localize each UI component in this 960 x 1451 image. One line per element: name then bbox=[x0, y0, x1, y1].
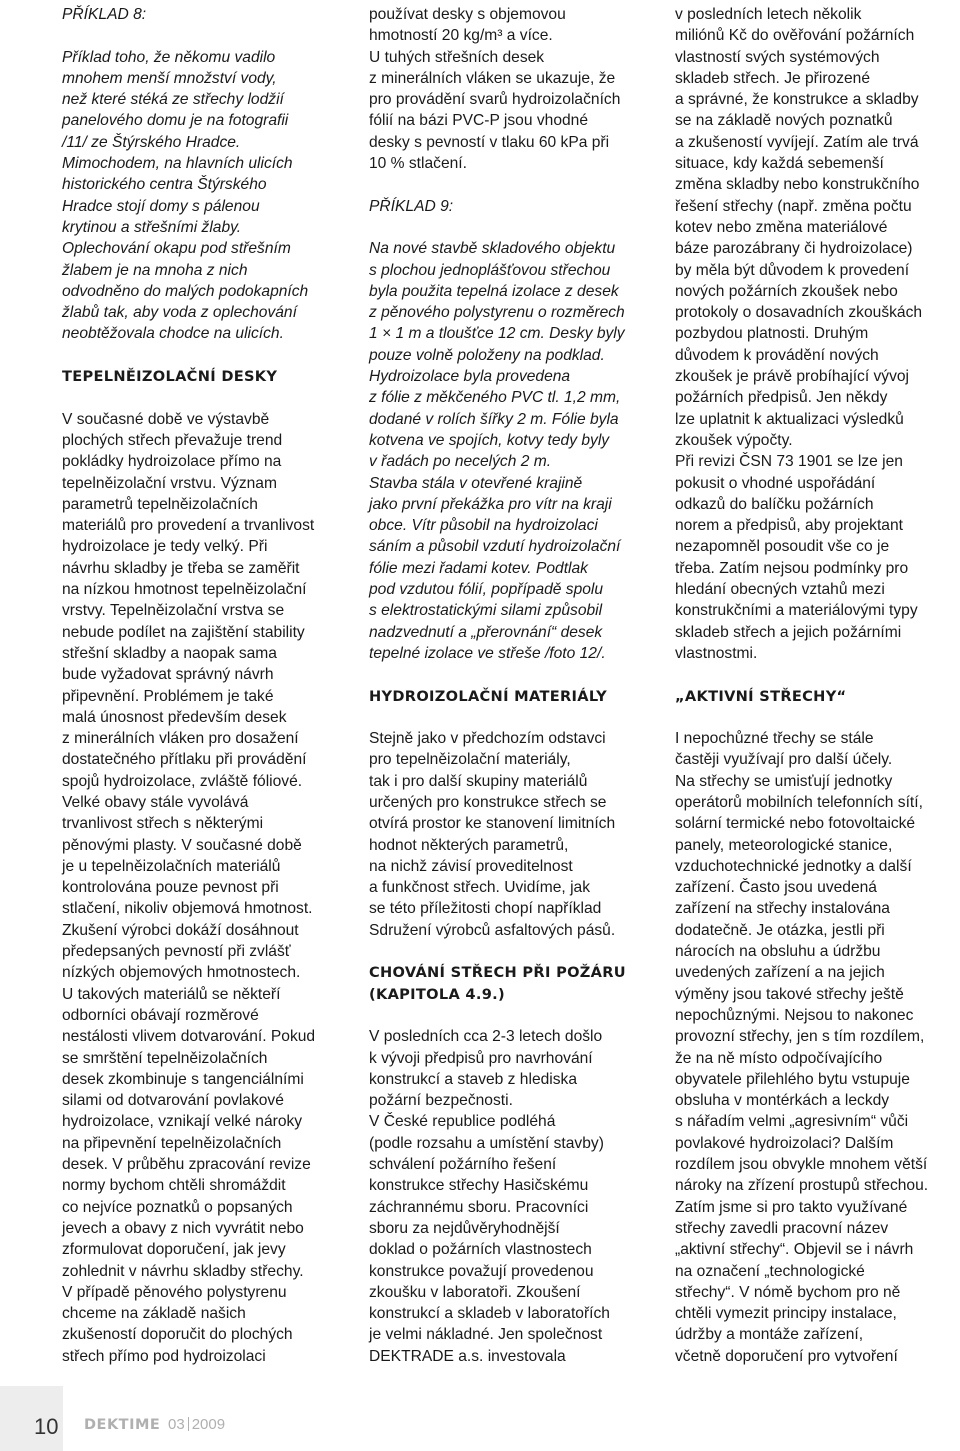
text-line: vlastnostmi. bbox=[675, 644, 758, 662]
body-paragraph bbox=[369, 4, 651, 174]
text-line: se této příležitosti chopí například bbox=[369, 900, 602, 918]
text-line: z pěnového polystyrenu o rozměrech bbox=[369, 304, 625, 322]
text-line: Stejně jako v předchozím odstavci bbox=[369, 730, 606, 748]
section-heading bbox=[62, 366, 344, 387]
text-line: miliónů Kč do ověřování požárních bbox=[675, 27, 915, 45]
text-line: zařízení. Často jsou uvedená bbox=[675, 879, 877, 897]
text-line: záchrannému sboru. Pracovníci bbox=[369, 1198, 589, 1216]
text-line: solární termické nebo fotovoltaické bbox=[675, 815, 916, 833]
text-line: Velké obavy stále vyvolává bbox=[62, 793, 249, 811]
text-line: uvedených zařízení a na jejich bbox=[675, 964, 885, 982]
text-line: s plochou jednoplášťovou střechou bbox=[369, 261, 611, 279]
text-line: častěji využívají pro další účely. bbox=[675, 751, 893, 769]
text-line: a správné, že konstrukce a skladby bbox=[675, 91, 919, 109]
text-line: údržby a montáže zařízení, bbox=[675, 1326, 864, 1344]
text-column-3 bbox=[675, 4, 957, 1367]
text-line: „aktivní střechy“. Objevil se i návrh bbox=[675, 1241, 914, 1259]
text-line: PŘÍKLAD 9: bbox=[369, 197, 454, 215]
text-line: desek. V průběhu zpracování revize bbox=[62, 1156, 311, 1174]
text-line: nestálosti vlivem dotvarování. Pokud bbox=[62, 1028, 316, 1046]
text-line: povlakové hydroizolaci? Dalším bbox=[675, 1134, 894, 1152]
text-line: desky s pevností v tlaku 60 kPa při bbox=[369, 133, 610, 151]
text-line: stlačení, nikoliv objemová hmotnost. bbox=[62, 900, 313, 918]
section-heading bbox=[675, 686, 957, 707]
text-line: vrstvy. Tepelněizolační vrstva se bbox=[62, 602, 285, 620]
text-line: pokládky hydroizolace přímo na bbox=[62, 453, 282, 471]
page-number: 10 bbox=[34, 1414, 59, 1439]
text-line: včetně doporučení pro vytvoření bbox=[675, 1347, 898, 1365]
paragraph-gap bbox=[369, 664, 651, 685]
text-line: /11/ ze Štýrského Hradce. bbox=[62, 133, 241, 151]
text-line: jako první překážka pro vítr na kraji bbox=[369, 495, 612, 513]
text-line: obyvatele přilehlého bytu vstupuje bbox=[675, 1070, 910, 1088]
text-line: požární bezpečnosti. bbox=[369, 1092, 513, 1110]
text-line: zkoušku v laboratoři. Zkoušení bbox=[369, 1283, 581, 1301]
text-line: s nářadím velmi „agresivním“ vůči bbox=[675, 1113, 909, 1131]
text-line: se smrštění tepelněizolačních bbox=[62, 1049, 268, 1067]
text-line: trvanlivost střech s některými bbox=[62, 815, 264, 833]
body-paragraph bbox=[369, 728, 651, 941]
text-line: Stavba stála v otevřené krajině bbox=[369, 474, 583, 492]
text-line: odvodněno do malých podokapních bbox=[62, 282, 309, 300]
text-line: nízkých objemových hmotnostech. bbox=[62, 964, 301, 982]
text-line: používat desky s objemovou bbox=[369, 6, 566, 23]
text-line: řešení střechy (např. změna počtu bbox=[675, 197, 912, 215]
text-line: nezapomněl posoudit vše co je bbox=[675, 538, 890, 556]
text-line: určených pro konstrukce střech se bbox=[369, 793, 607, 811]
text-line: materiálů pro provedení a trvanlivost bbox=[62, 517, 315, 535]
body-paragraph bbox=[62, 409, 344, 1367]
text-line: nebude podílet na zajištění stability bbox=[62, 623, 305, 641]
issue-year: 2009 bbox=[191, 1416, 226, 1433]
text-line: vzduchotechnické jednotky a další bbox=[675, 857, 912, 875]
body-paragraph bbox=[675, 4, 957, 664]
text-line: hodnot některých parametrů, bbox=[369, 836, 569, 854]
example-paragraph bbox=[62, 47, 344, 345]
paragraph-gap bbox=[675, 707, 957, 728]
text-line: otvírá prostor ke stanovení limitních bbox=[369, 815, 616, 833]
paragraph-gap bbox=[675, 664, 957, 685]
page-number-box bbox=[0, 1386, 63, 1451]
paragraph-gap bbox=[369, 707, 651, 728]
text-line: malá únosnost především desek bbox=[62, 708, 287, 726]
text-line: chtěli vymezit principy instalace, bbox=[675, 1305, 897, 1323]
text-line: co nejvíce poznatků o popsaných bbox=[62, 1198, 293, 1216]
section-heading bbox=[369, 962, 651, 1005]
text-line: V současné době ve výstavbě bbox=[62, 410, 270, 428]
text-line: odborníci obávají rozměrové bbox=[62, 1006, 259, 1024]
text-line: obce. Vítr působil na hydroizolaci bbox=[369, 517, 598, 535]
text-line: hydroizolace je tedy velký. Při bbox=[62, 538, 268, 556]
text-line: sáním a působil vzdutí hydroizolační bbox=[369, 538, 621, 556]
text-line: s elektrostatickými silami způsobil bbox=[369, 602, 603, 620]
example-paragraph bbox=[369, 196, 651, 217]
text-line: Hradce stojí domy s pálenou bbox=[62, 197, 260, 215]
paragraph-gap bbox=[369, 217, 651, 238]
text-line: kotev nebo změna materiálové bbox=[675, 218, 888, 236]
magazine-name: DEKTIME bbox=[84, 1417, 161, 1433]
text-line: TEPELNĚIZOLAČNÍ DESKY bbox=[62, 368, 278, 386]
text-line: z minerálních vláken pro dosažení bbox=[62, 730, 299, 748]
text-line: konstrukčními a materiálovými typy bbox=[675, 602, 918, 620]
text-line: tak i pro další skupiny materiálů bbox=[369, 772, 588, 790]
text-line: nadzvednutí a „přerovnání“ desek bbox=[369, 623, 603, 641]
issue-number-part: 03 bbox=[168, 1416, 185, 1433]
text-line: připevnění. Problémem je také bbox=[62, 687, 274, 705]
text-line: panely, meteorologické stanice, bbox=[675, 836, 893, 854]
text-line: operátorů mobilních telefonních sítí, bbox=[675, 793, 923, 811]
text-line: normy bychom chtěli shromáždit bbox=[62, 1177, 286, 1195]
text-line: pozbydou platnosti. Druhým bbox=[675, 325, 869, 343]
text-line: „AKTIVNÍ STŘECHY“ bbox=[675, 687, 847, 705]
paragraph-gap bbox=[369, 1005, 651, 1026]
text-line: V případě pěnového polystyrenu bbox=[62, 1283, 287, 1301]
text-line: Zkušení výrobci dokáží dosáhnout bbox=[62, 921, 299, 939]
text-line: spojů hydroizolace, zvláště fóliové. bbox=[62, 772, 303, 790]
text-line: Hydroizolace byla provedena bbox=[369, 368, 571, 386]
text-line: DEKTRADE a.s. investovala bbox=[369, 1347, 566, 1365]
paragraph-gap bbox=[369, 174, 651, 195]
text-line: a zkušeností vyvíjejí. Zatím ale trvá bbox=[675, 133, 919, 151]
text-line: Oplechování okapu pod střešním bbox=[62, 240, 291, 258]
text-line: pro provádění svarů hydroizolačních bbox=[369, 91, 621, 109]
text-line: báze parozábrany či hydroizolace) bbox=[675, 240, 913, 258]
text-line: nepochůznými. Nejsou to nakonec bbox=[675, 1006, 914, 1024]
body-paragraph bbox=[369, 1026, 651, 1367]
paragraph-gap bbox=[62, 387, 344, 408]
text-line: Při revizi ČSN 73 1901 se lze jen bbox=[675, 453, 903, 471]
text-line: bude vyžadovat správný návrh bbox=[62, 666, 274, 684]
text-line: (KAPITOLA 4.9.) bbox=[369, 985, 506, 1003]
text-line: nových požárních zkoušek nebo bbox=[675, 282, 898, 300]
text-line: než které stéká ze střechy lodžií bbox=[62, 91, 284, 109]
text-line: žlabem je na mnoha z nich bbox=[62, 261, 248, 279]
text-line: parametrů tepelněizolačních bbox=[62, 495, 258, 513]
text-line: je velmi nákladné. Jen společnost bbox=[369, 1326, 603, 1344]
text-line: rozdílem jsou obvykle mnohem větší bbox=[675, 1156, 928, 1174]
paragraph-gap bbox=[369, 941, 651, 962]
text-line: Na střechy se umisťují jednotky bbox=[675, 772, 893, 790]
text-line: historického centra Štýrského bbox=[62, 176, 267, 194]
text-line: že na ně místo odpočívajícího bbox=[675, 1049, 883, 1067]
text-line: zkušeností doporučit do plochých bbox=[62, 1326, 293, 1344]
text-line: skladeb střech. Je přirozené bbox=[675, 69, 871, 87]
text-line: pod vzdutou fólií, popřípadě spolu bbox=[369, 581, 604, 599]
text-line: provozní střechy, jen s tím rozdílem, bbox=[675, 1028, 925, 1046]
text-line: dostatečného přítlaku při provádění bbox=[62, 751, 307, 769]
text-line: na označení „technologické bbox=[675, 1262, 865, 1280]
example-paragraph bbox=[369, 238, 651, 664]
text-line: konstrukcí a skladeb v laboratořích bbox=[369, 1305, 610, 1323]
text-line: (podle rozsahu a umístění stavby) bbox=[369, 1134, 604, 1152]
text-line: dodatečně. Je otázka, jestli při bbox=[675, 921, 885, 939]
text-line: V České republice podléhá bbox=[369, 1113, 556, 1131]
text-line: je u tepelněizolačních materiálů bbox=[62, 857, 281, 875]
text-line: situace, kdy každá sebemenší bbox=[675, 155, 884, 173]
text-line: jevech a obavy z nich vyvrátit nebo bbox=[62, 1219, 304, 1237]
text-line: U takových materiálů se někteří bbox=[62, 985, 281, 1003]
text-line: silami od dotvarování povlakové bbox=[62, 1092, 284, 1110]
text-line: pokusit o vhodné uspořádání bbox=[675, 474, 876, 492]
text-column-2 bbox=[369, 4, 651, 1367]
text-line: 1 × 1 m a tloušťce 12 cm. Desky byly bbox=[369, 325, 625, 343]
text-line: zkoušek výpočty. bbox=[675, 431, 793, 449]
text-line: doklad o požárních vlastnostech bbox=[369, 1241, 592, 1259]
text-line: na nichž závisí proveditelnost bbox=[369, 857, 573, 875]
text-line: CHOVÁNÍ STŘECH PŘI POŽÁRU bbox=[369, 964, 626, 982]
text-line: z fólie z měkčeného PVC tl. 1,2 mm, bbox=[369, 389, 621, 407]
text-line: konstrukcí a staveb z hlediska bbox=[369, 1070, 578, 1088]
text-line: mnohem menší množství vody, bbox=[62, 69, 277, 87]
text-line: I nepochůzné třechy se stále bbox=[675, 730, 874, 748]
text-line: Zatím jsme si pro takto využívané bbox=[675, 1198, 908, 1216]
text-line: tepelněizolační vrstvu. Význam bbox=[62, 474, 277, 492]
text-line: U tuhých střešních desek bbox=[369, 48, 545, 66]
text-line: hmotností 20 kg/m³ a více. bbox=[369, 27, 553, 45]
text-line: V posledních cca 2-3 letech došlo bbox=[369, 1028, 603, 1046]
text-line: PŘÍKLAD 8: bbox=[62, 6, 147, 23]
text-line: střechy“. V nómě bychom pro ně bbox=[675, 1283, 901, 1301]
text-line: konstrukce považují provedenou bbox=[369, 1262, 594, 1280]
text-line: neobtěžovala chodce na ulicích. bbox=[62, 325, 284, 343]
text-line: pouze volně položeny na podklad. bbox=[369, 346, 605, 364]
text-line: změna skladby nebo konstrukčního bbox=[675, 176, 920, 194]
text-line: kotvena ve spojích, kotvy tedy byly bbox=[369, 431, 610, 449]
text-column-1 bbox=[62, 4, 344, 1367]
paragraph-gap bbox=[62, 25, 344, 46]
text-line: fólií na bázi PVC-P jsou vhodné bbox=[369, 112, 589, 130]
text-line: kontrolována pouze pevnost při bbox=[62, 879, 279, 897]
text-line: tepelné izolace ve střeše /foto 12/. bbox=[369, 644, 606, 662]
page-footer bbox=[0, 1386, 960, 1451]
text-line: Na nové stavbě skladového objektu bbox=[369, 240, 616, 258]
text-line: střešní skladby a naopak sama bbox=[62, 644, 277, 662]
text-line: zařízení na střechy instalována bbox=[675, 900, 890, 918]
text-line: požárních předpisů. Jen někdy bbox=[675, 389, 888, 407]
text-line: střechy zavedli pracovní název bbox=[675, 1219, 889, 1237]
text-line: plochých střech převažuje trend bbox=[62, 431, 283, 449]
text-line: sboru za nejdůvěryhodnější bbox=[369, 1219, 560, 1237]
text-line: předepsaných pevností při zvlášť bbox=[62, 943, 291, 961]
text-line: HYDROIZOLAČNÍ MATERIÁLY bbox=[369, 687, 608, 705]
text-line: zformulovat doporučení, jak jevy bbox=[62, 1241, 286, 1259]
text-line: 10 % stlačení. bbox=[369, 155, 467, 173]
text-line: a funkčnost střech. Uvidíme, jak bbox=[369, 879, 591, 897]
text-line: protokoly o dosavadních zkouškách bbox=[675, 304, 923, 322]
text-line: v řadách po necelých 2 m. bbox=[369, 453, 552, 471]
text-line: Sdružení výrobců asfaltových pásů. bbox=[369, 921, 616, 939]
text-line: konstrukce střechy Hasičskému bbox=[369, 1177, 589, 1195]
text-line: Mimochodem, na hlavních ulicích bbox=[62, 155, 293, 173]
issue-divider bbox=[188, 1417, 189, 1431]
text-line: na připevnění tepelněizolačních bbox=[62, 1134, 282, 1152]
text-line: hledání obecných vztahů mezi bbox=[675, 581, 885, 599]
text-line: důvodem k provádění nových bbox=[675, 346, 879, 364]
text-line: na nízkou hmotnost tepelněizolační bbox=[62, 581, 307, 599]
text-line: v posledních letech několik bbox=[675, 6, 862, 23]
example-paragraph bbox=[62, 4, 344, 25]
text-line: hydroizolace, vznikají velké nároky bbox=[62, 1113, 303, 1131]
text-line: by měla být důvodem k provedení bbox=[675, 261, 910, 279]
text-line: skladeb střech a jejich požárními bbox=[675, 623, 902, 641]
text-line: fólie mezi řadami kotev. Podtlak bbox=[369, 559, 588, 577]
text-line: třeba. Zatím nejsou podmínky pro bbox=[675, 559, 909, 577]
text-line: vlastností svých systémových bbox=[675, 48, 880, 66]
text-line: obsluha v montérkách a leckdy bbox=[675, 1092, 890, 1110]
text-line: nároky na zřízení prostupů střechou. bbox=[675, 1177, 929, 1195]
text-line: se na základě nových poznatků bbox=[675, 112, 893, 130]
text-line: zohlednit v návrhu skladby střechy. bbox=[62, 1262, 304, 1280]
text-line: střech přímo pod hydroizolaci bbox=[62, 1347, 266, 1365]
text-line: návrhu skladby je třeba se zaměřit bbox=[62, 559, 300, 577]
text-line: dodané v rolích šířky 2 m. Fólie byla bbox=[369, 410, 619, 428]
text-line: pěnovými plasty. V současné době bbox=[62, 836, 302, 854]
text-line: žlabů tak, aby voda z oplechování bbox=[62, 304, 297, 322]
text-line: krytinou a střešními žlaby. bbox=[62, 218, 242, 236]
text-line: byla použita tepelná izolace z desek bbox=[369, 282, 619, 300]
text-line: pro tepelněizolační materiály, bbox=[369, 751, 571, 769]
text-line: nárocích na obsluhu a údržbu bbox=[675, 943, 881, 961]
text-line: panelového domu je na fotografii bbox=[62, 112, 289, 130]
issue-number bbox=[168, 1416, 225, 1433]
text-line: výměny jsou takové střechy ještě bbox=[675, 985, 904, 1003]
text-line: schválení požárního řešení bbox=[369, 1156, 557, 1174]
text-line: lze uplatnit k aktualizaci výsledků bbox=[675, 410, 904, 428]
text-line: k vývoji předpisů pro navrhování bbox=[369, 1049, 593, 1067]
paragraph-gap bbox=[62, 345, 344, 366]
text-line: chceme na základě našich bbox=[62, 1305, 246, 1323]
section-heading bbox=[369, 686, 651, 707]
body-paragraph bbox=[675, 728, 957, 1367]
text-line: norem a předpisů, aby projektant bbox=[675, 517, 903, 535]
text-line: odkazů do balíčku požárních bbox=[675, 495, 874, 513]
text-line: desek zkombinuje s tangenciálními bbox=[62, 1070, 304, 1088]
text-line: z minerálních vláken se ukazuje, že bbox=[369, 69, 616, 87]
text-line: Příklad toho, že někomu vadilo bbox=[62, 48, 276, 66]
text-line: zkoušek je právě probíhající vývoj bbox=[675, 368, 910, 386]
